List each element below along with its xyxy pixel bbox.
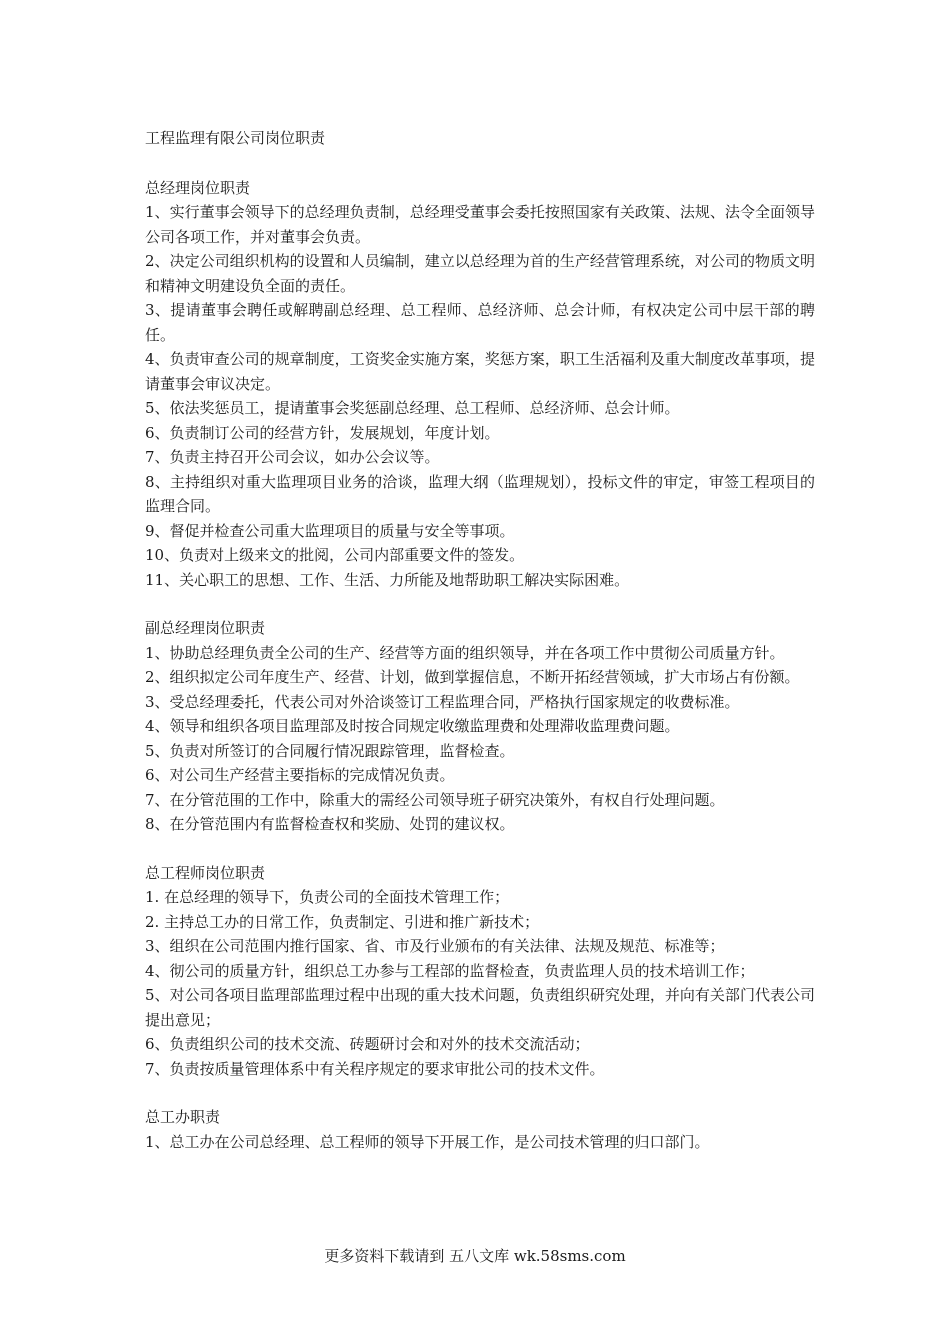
list-item: 7、在分管范围的工作中，除重大的需经公司领导班子研究决策外，有权自行处理问题。 [145, 790, 725, 809]
list-item: 11、关心职工的思想、工作、生活、力所能及地帮助职工解决实际困难。 [145, 570, 630, 589]
list-item: 2. 主持总工办的日常工作，负责制定、引进和推广新技术； [145, 912, 540, 931]
list-item: 6、负责制订公司的经营方针，发展规划，年度计划。 [145, 423, 500, 442]
list-item: 4、负责审查公司的规章制度，工资奖金实施方案，奖惩方案，职工生活福利及重大制度改革事项，提请董事会审议决定。 [145, 350, 815, 393]
list-item: 3、提请董事会聘任或解聘副总经理、总工程师、总经济师、总会计师，有权决定公司中层干部的聘任。 [145, 301, 815, 344]
list-item: 5、负责对所签订的合同履行情况跟踪管理，监督检查。 [145, 741, 515, 760]
list-item: 4、彻公司的质量方针，组织总工办参与工程部的监督检查，负责监理人员的技术培训工作； [145, 961, 755, 980]
document-title: 工程监理有限公司岗位职责 [145, 129, 326, 147]
section-heading: 总工办职责 [145, 1108, 221, 1126]
list-item: 7、负责按质量管理体系中有关程序规定的要求审批公司的技术文件。 [145, 1059, 605, 1078]
section-deputy-general-manager [145, 616, 815, 837]
list-item: 9、督促并检查公司重大监理项目的质量与安全等事项。 [145, 521, 515, 540]
footer-download-link[interactable]: 更多资料下载请到 五八文库 wk.58sms.com [324, 1247, 626, 1265]
list-item: 6、对公司生产经营主要指标的完成情况负责。 [145, 766, 455, 784]
list-item: 4、领导和组织各项目监理部及时按合同规定收缴监理费和处理滞收监理费问题。 [145, 717, 680, 735]
section-chief-engineer [145, 861, 815, 1082]
list-item: 1. 在总经理的领导下，负责公司的全面技术管理工作； [145, 888, 510, 906]
document-page [145, 126, 815, 1178]
list-item: 8、在分管范围内有监督检查权和奖励、处罚的建议权。 [145, 815, 515, 833]
list-item: 8、主持组织对重大监理项目业务的洽谈，监理大纲（监理规划），投标文件的审定，审签工程项目的监理合同。 [145, 472, 815, 515]
list-item: 2、组织拟定公司年度生产、经营、计划，做到掌握信息，不断开拓经营领域，扩大市场占有份额。 [145, 668, 800, 686]
list-item: 5、对公司各项目监理部监理过程中出现的重大技术问题，负责组织研究处理，并向有关部门代表公司提出意见； [145, 986, 815, 1029]
list-item: 1、协助总经理负责全公司的生产、经营等方面的组织领导，并在各项工作中贯彻公司质量方针。 [145, 643, 785, 662]
list-item: 5、依法奖惩员工，提请董事会奖惩副总经理、总工程师、总经济师、总会计师。 [145, 399, 680, 417]
list-item: 7、负责主持召开公司会议，如办公会议等。 [145, 448, 440, 466]
section-heading: 总工程师岗位职责 [145, 863, 266, 882]
list-item: 6、负责组织公司的技术交流、砖题研讨会和对外的技术交流活动； [145, 1035, 590, 1053]
list-item: 1、总工办在公司总经理、总工程师的领导下开展工作，是公司技术管理的归口部门。 [145, 1132, 710, 1151]
list-item: 10、负责对上级来文的批阅，公司内部重要文件的签发。 [145, 546, 525, 564]
list-item: 2、决定公司组织机构的设置和人员编制，建立以总经理为首的生产经营管理系统，对公司的物质文明和精神文明建设负全面的责任。 [145, 252, 815, 295]
section-heading: 总经理岗位职责 [145, 178, 251, 197]
list-item: 3、受总经理委托，代表公司对外洽谈签订工程监理合同，严格执行国家规定的收费标准。 [145, 692, 740, 711]
list-item: 1、实行董事会领导下的总经理负责制，总经理受董事会委托按照国家有关政策、法规、法令全面领导公司各项工作，并对董事会负责。 [145, 203, 815, 246]
list-item: 3、组织在公司范围内推行国家、省、市及行业颁布的有关法律、法规及规范、标准等； [145, 937, 725, 955]
section-general-manager [145, 176, 815, 593]
section-heading: 副总经理岗位职责 [145, 619, 266, 637]
section-chief-engineer-office [145, 1105, 815, 1154]
